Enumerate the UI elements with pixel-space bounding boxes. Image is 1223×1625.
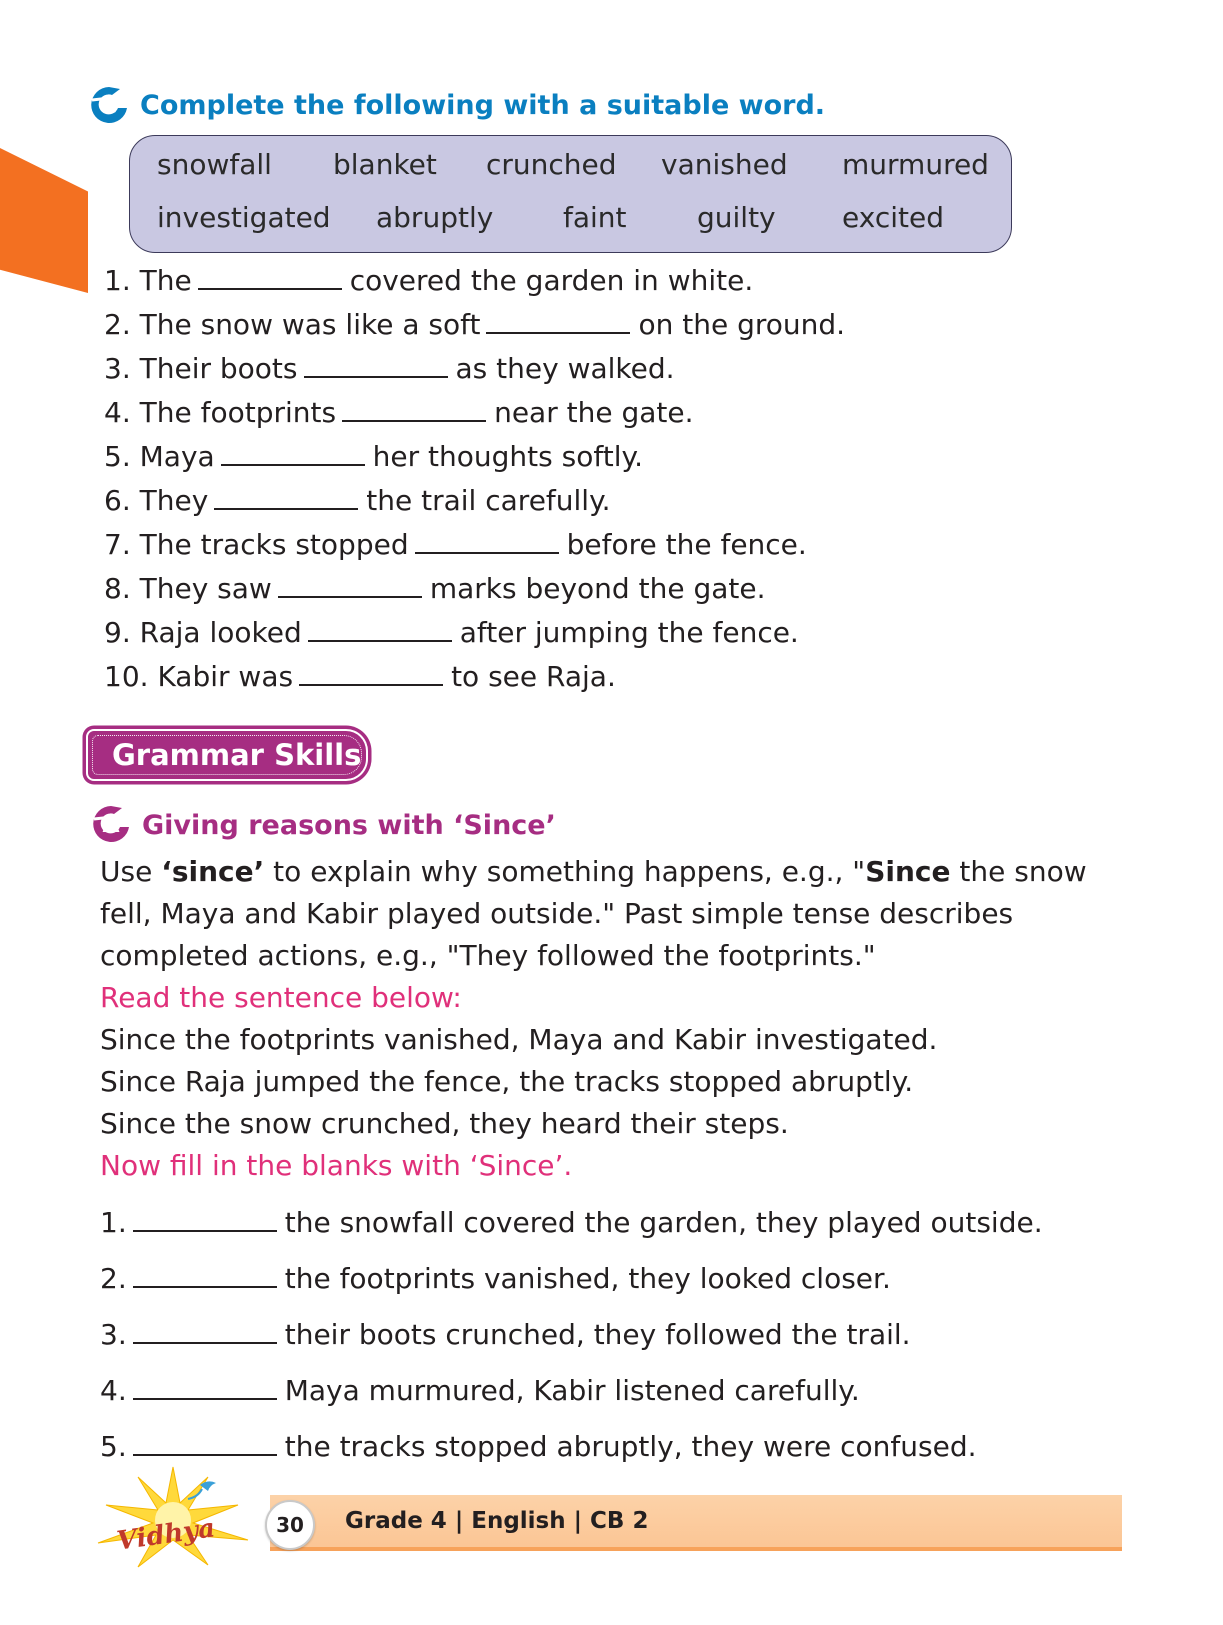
answer-blank[interactable]: [299, 662, 443, 686]
question-line: 10. Kabir was to see Raja.: [104, 660, 616, 693]
logo-text: Vidhya: [115, 1513, 217, 1557]
answer-blank[interactable]: [133, 1208, 277, 1232]
since-question-line: 5. the tracks stopped abruptly, they were confused.: [100, 1430, 977, 1463]
answer-blank[interactable]: [133, 1264, 277, 1288]
word-bank-item: investigated: [157, 201, 331, 234]
answer-blank[interactable]: [133, 1320, 277, 1344]
example-sentence: Since the footprints vanished, Maya and Kabir investigated.: [100, 1023, 938, 1056]
answer-blank[interactable]: [342, 398, 486, 422]
question-line: 7. The tracks stopped before the fence.: [104, 528, 807, 561]
question-line: 8. They saw marks beyond the gate.: [104, 572, 766, 605]
explanation-line-1: Use ‘since’ to explain why something happens, e.g., "Since the snow: [100, 855, 1087, 888]
question-line: 6. They the trail carefully.: [104, 484, 611, 517]
word-bank-item: crunched: [486, 148, 617, 181]
answer-blank[interactable]: [308, 618, 452, 642]
word-bank-item: guilty: [697, 201, 776, 234]
answer-blank[interactable]: [214, 486, 358, 510]
word-bank-item: faint: [563, 201, 627, 234]
vidhya-logo-icon: [88, 1465, 258, 1575]
question-line: 9. Raja looked after jumping the fence.: [104, 616, 799, 649]
answer-blank[interactable]: [304, 354, 448, 378]
word-bank-item: snowfall: [157, 148, 272, 181]
orange-corner-tab: [0, 148, 88, 293]
answer-blank[interactable]: [198, 266, 342, 290]
section-c-badge-icon: [88, 84, 130, 124]
word-bank-item: excited: [842, 201, 944, 234]
section-c-letter: C: [100, 94, 118, 119]
footer-bar-underline: [270, 1547, 1122, 1551]
fill-prompt: Now fill in the blanks with ‘Since’.: [100, 1149, 573, 1182]
answer-blank[interactable]: [133, 1376, 277, 1400]
answer-blank[interactable]: [415, 530, 559, 554]
word-bank-item: murmured: [842, 148, 989, 181]
question-line: 4. The footprints near the gate.: [104, 396, 694, 429]
section-a-title: Giving reasons with ‘Since’: [142, 810, 556, 841]
section-a-letter: A: [102, 813, 120, 838]
word-bank-item: blanket: [333, 148, 437, 181]
question-line: 5. Maya her thoughts softly.: [104, 440, 643, 473]
word-bank-item: abruptly: [376, 201, 494, 234]
explanation-line-2: fell, Maya and Kabir played outside." Past simple tense describes: [100, 897, 1014, 930]
section-c-title: Complete the following with a suitable word.: [140, 90, 826, 121]
answer-blank[interactable]: [221, 442, 365, 466]
explanation-line-3: completed actions, e.g., "They followed the footprints.": [100, 939, 876, 972]
answer-blank[interactable]: [486, 310, 630, 334]
read-prompt: Read the sentence below:: [100, 981, 462, 1014]
answer-blank[interactable]: [133, 1432, 277, 1456]
page-number-badge: 30: [265, 1500, 315, 1550]
question-line: 1. The covered the garden in white.: [104, 264, 754, 297]
example-sentence: Since the snow crunched, they heard their steps.: [100, 1107, 789, 1140]
grammar-skills-badge: Grammar Skills: [86, 729, 368, 781]
word-bank-item: vanished: [661, 148, 788, 181]
example-sentence: Since Raja jumped the fence, the tracks stopped abruptly.: [100, 1065, 914, 1098]
question-line: 3. Their boots as they walked.: [104, 352, 675, 385]
since-question-line: 3. their boots crunched, they followed the trail.: [100, 1318, 911, 1351]
since-question-line: 1. the snowfall covered the garden, they played outside.: [100, 1206, 1043, 1239]
since-question-line: 2. the footprints vanished, they looked closer.: [100, 1262, 891, 1295]
since-question-line: 4. Maya murmured, Kabir listened carefully.: [100, 1374, 860, 1407]
question-line: 2. The snow was like a soft on the ground.: [104, 308, 846, 341]
section-a-badge-icon: [90, 803, 132, 843]
answer-blank[interactable]: [278, 574, 422, 598]
course-label: Grade 4 | English | CB 2: [345, 1508, 649, 1534]
